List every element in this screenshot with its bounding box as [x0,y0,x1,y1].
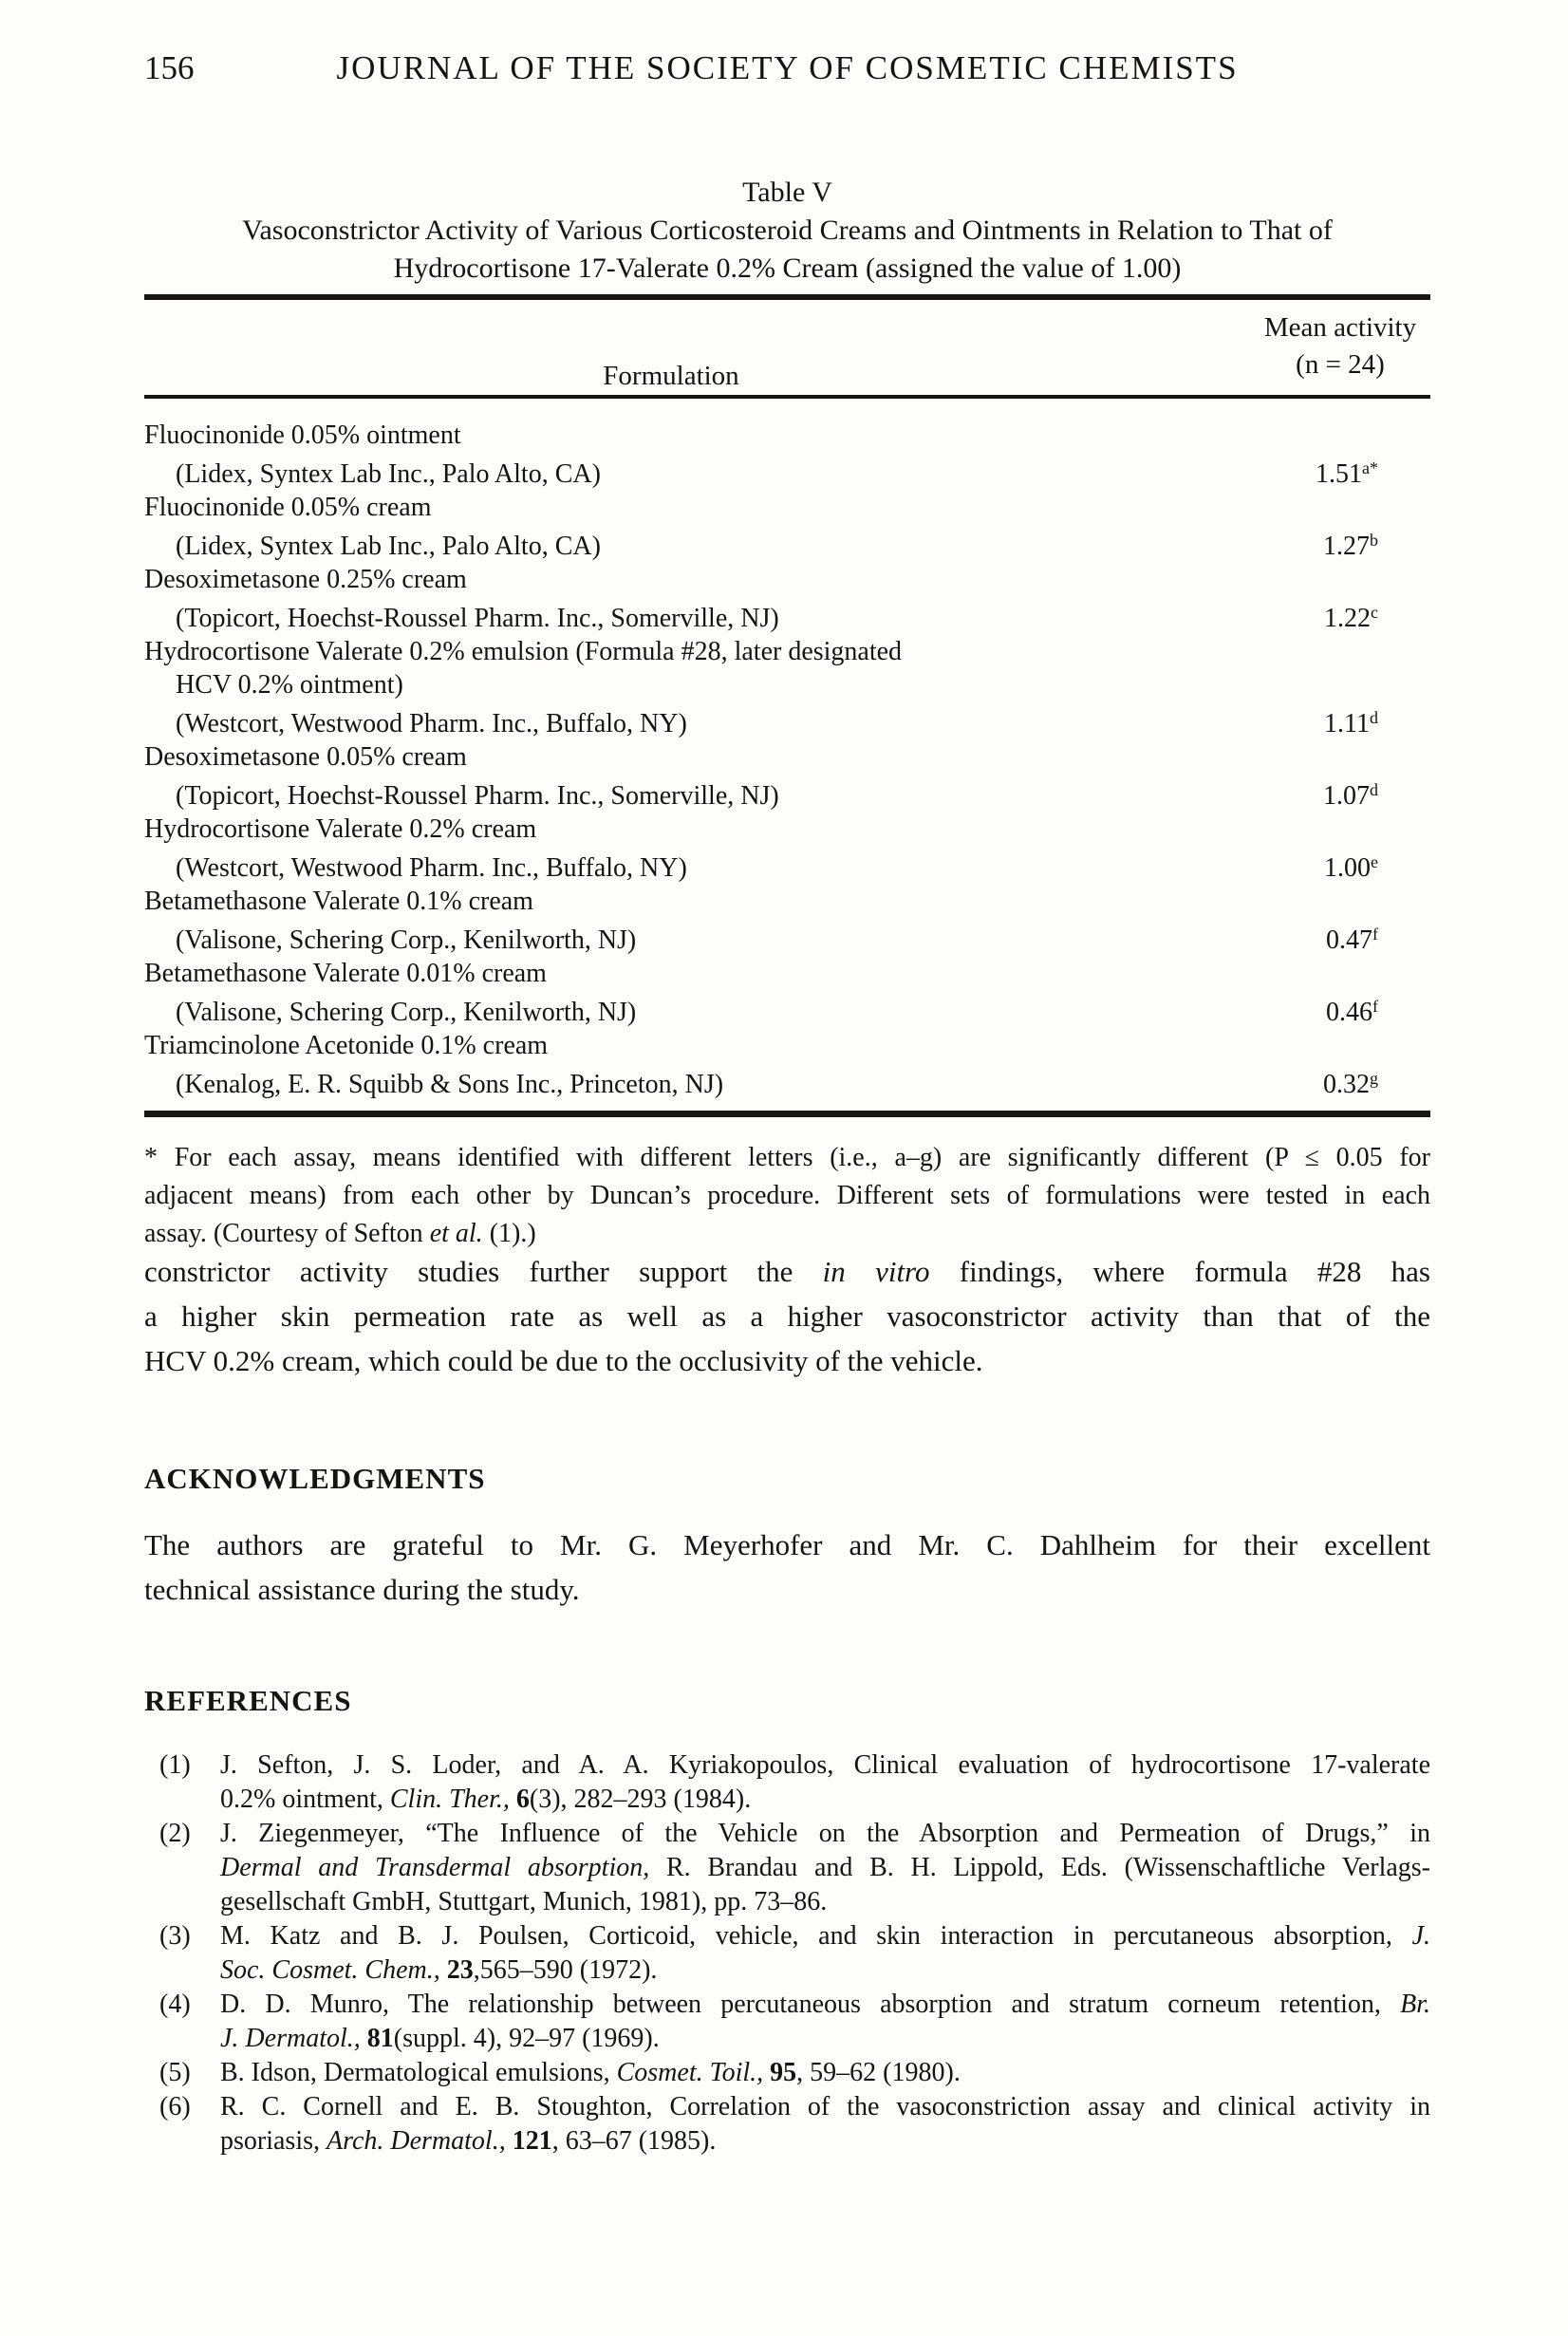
text-run: HCV 0.2% cream, which could be due to the occlusivity of the vehicle. [144,1344,983,1377]
reference-item [144,2090,1430,2158]
text-run: constrictor activity studies further support the [144,1255,823,1288]
table-row [144,885,1430,957]
activity-number: 0.32 [1323,1070,1370,1099]
activity-value [1316,452,1430,491]
text-line [144,1249,1430,1294]
table-v [144,174,1430,1253]
reference-item [144,1988,1430,2056]
activity-value [1324,846,1430,885]
text-run: R. C. Cornell and E. B. Stoughton, Correlation of the vasoconstriction assay and clinical activity in [220,2092,1430,2121]
manufacturer-line [144,774,1430,813]
reference-line [220,2090,1430,2124]
activity-value [1323,524,1430,563]
manufacturer-line [144,918,1430,957]
text-run [506,2126,513,2156]
reference-number: (4) [159,1990,191,2019]
formulation-line: Fluocinonide 0.05% ointment [144,420,461,450]
reference-item [144,1817,1430,1919]
reference-item [144,2056,1430,2090]
reference-line [220,1953,1430,1988]
reference-item [144,1919,1430,1988]
table-row [144,957,1430,1029]
activity-superscript: f [1372,925,1378,944]
manufacturer-text: (Topicort, Hoechst-Roussel Pharm. Inc., Somerville, NJ) [176,604,779,633]
manufacturer-text: (Valisone, Schering Corp., Kenilworth, NJ) [176,998,637,1027]
reference-number: (5) [159,2058,191,2087]
text-run: J. Sefton, J. S. Loder, and A. A. Kyriakopoulos, Clinical evaluation of hydrocortisone 17-valerate [220,1750,1430,1780]
formulation-line: Desoximetasone 0.25% cream [144,565,467,594]
bold-text-run: 121 [512,2126,552,2156]
acknowledgments-paragraph [144,1523,1430,1612]
reference-line [220,1988,1430,2022]
bold-text-run: 81 [366,2024,394,2053]
italic-text-run: Soc. Cosmet. Chem., [220,1955,440,1985]
formulation-line: Betamethasone Valerate 0.01% cream [144,959,547,988]
activity-number: 1.11 [1324,709,1370,738]
manufacturer-text: (Westcort, Westwood Pharm. Inc., Buffalo, NY) [176,709,687,738]
activity-number: 1.07 [1323,781,1370,811]
activity-number: 0.46 [1326,998,1372,1027]
references-heading: REFERENCES [144,1684,352,1717]
text-run: J. Ziegenmeyer, “The Influence of the Vehicle on the Absorption and Permeation of Drugs,” in [220,1819,1430,1848]
manufacturer-text: (Valisone, Schering Corp., Kenilworth, NJ) [176,925,637,955]
references-list [144,1748,1430,2158]
text-line [144,1338,1430,1383]
formulation-line: Desoximetasone 0.05% cream [144,742,467,772]
text-run [510,1785,516,1814]
activity-superscript: b [1370,531,1378,550]
manufacturer-line [144,846,1430,885]
formulation-line: Fluocinonide 0.05% cream [144,493,432,522]
table-row [144,813,1430,885]
sample-size-label: (n = 24) [1296,349,1385,380]
reference-number: (2) [159,1819,191,1848]
text-run: findings, where formula #28 has [929,1255,1430,1288]
activity-superscript: d [1370,780,1378,799]
text-line [144,1567,1430,1612]
manufacturer-line [144,990,1430,1029]
text-run: assay. (Courtesy of Sefton [144,1219,430,1248]
text-run: R. Brandau and B. H. Lippold, Eds. (Wissenschaftliche Verlags- [649,1853,1430,1882]
text-run: D. D. Munro, The relationship between percutaneous absorption and stratum corneum retention, [220,1990,1401,2019]
activity-superscript: g [1370,1069,1378,1088]
activity-value [1326,990,1430,1029]
reference-line [220,1851,1430,1885]
reference-line [220,1919,1430,1953]
italic-text-run: Cosmet. Toil., [616,2058,764,2087]
reference-text [220,2056,1430,2090]
table-header-row [144,300,1430,395]
manufacturer-text: (Topicort, Hoechst-Roussel Pharm. Inc., Somerville, NJ) [176,781,779,811]
text-line [144,1139,1430,1177]
table-caption-line-1: Vasoconstrictor Activity of Various Corticosteroid Creams and Ointments in Relation to That of [242,215,1333,246]
bold-text-run: 95 [770,2058,797,2087]
text-run: (1).) [482,1219,536,1248]
formulation-line: Hydrocortisone Valerate 0.2% cream [144,814,537,844]
manufacturer-line [144,596,1430,635]
table-body [144,399,1430,1111]
text-run: ,565–590 (1972). [473,1955,658,1985]
table-row [144,740,1430,813]
text-run: * For each assay, means identified with different letters (i.e., a–g) are significantly different (P ≤ 0.05 for [144,1143,1430,1172]
reference-text [220,1748,1430,1817]
activity-superscript: a* [1362,458,1378,477]
reference-text [220,1988,1430,2056]
activity-value [1326,918,1430,957]
body-paragraph [144,1249,1430,1383]
italic-text-run: J. [1411,1921,1430,1951]
column-header-mean-activity [1250,309,1430,383]
bold-text-run: 23 [446,1955,474,1985]
text-line [144,1215,1430,1253]
table-row [144,491,1430,563]
mean-activity-label: Mean activity [1263,312,1417,343]
activity-value [1324,596,1430,635]
activity-superscript: f [1372,997,1378,1016]
column-header-formulation: Formulation [603,361,739,391]
text-run: (3), 282–293 (1984). [529,1785,752,1814]
acknowledgments-heading: ACKNOWLEDGMENTS [144,1462,486,1495]
activity-superscript: e [1371,852,1378,871]
italic-text-run: Clin. Ther., [389,1785,510,1814]
text-run: M. Katz and B. J. Poulsen, Corticoid, vehicle, and skin interaction in percutaneous absorption, [220,1921,1412,1951]
text-run [440,1955,447,1985]
italic-text-run: et al. [429,1219,483,1248]
formulation-line: Triamcinolone Acetonide 0.1% cream [144,1031,549,1060]
reference-number: (1) [159,1750,191,1780]
activity-superscript: d [1370,708,1378,727]
manufacturer-text: (Lidex, Syntex Lab Inc., Palo Alto, CA) [176,459,601,489]
activity-value [1323,1062,1430,1101]
table-row [144,1029,1430,1101]
activity-number: 1.00 [1324,853,1371,883]
activity-number: 1.27 [1323,532,1370,561]
manufacturer-line [144,452,1430,491]
manufacturer-text: (Westcort, Westwood Pharm. Inc., Buffalo, NY) [176,853,687,883]
reference-line [220,1817,1430,1851]
table-footnote [144,1139,1430,1253]
activity-number: 0.47 [1326,925,1372,955]
reference-line [220,2022,1430,2056]
activity-superscript: c [1371,603,1378,622]
text-run: 0.2% ointment, [220,1785,390,1814]
table-row [144,563,1430,635]
reference-line [220,1783,1430,1817]
manufacturer-line [144,701,1430,740]
reference-line [220,2124,1430,2158]
text-run: technical assistance during the study. [144,1573,580,1606]
page-number: 156 [144,49,195,86]
reference-text [220,1817,1430,1919]
running-head [144,49,1430,93]
table-row [144,635,1430,740]
formulation-line: HCV 0.2% ointment) [176,670,403,700]
table-label: Table V [742,177,832,208]
formulation-line: Betamethasone Valerate 0.1% cream [144,887,533,916]
text-run: adjacent means) from each other by Duncan’s procedure. Different sets of formulations were tested in each [144,1181,1430,1210]
manufacturer-line [144,1062,1430,1101]
text-line [144,1523,1430,1567]
activity-number: 1.22 [1324,604,1371,633]
reference-line [220,1748,1430,1783]
text-run: The authors are grateful to Mr. G. Meyerhofer and Mr. C. Dahlheim for their excellent [144,1528,1430,1561]
activity-value [1324,701,1430,740]
italic-text-run: Arch. Dermatol., [327,2126,506,2156]
text-line [144,1294,1430,1338]
text-run: (suppl. 4), 92–97 (1969). [393,2024,660,2053]
reference-line [220,1885,1430,1919]
italic-text-run: Br. [1400,1990,1430,2019]
reference-number: (3) [159,1921,191,1951]
italic-text-run: Dermal and Transdermal absorption, [220,1853,650,1882]
italic-text-run: J. Dermatol., [220,2024,361,2053]
activity-number: 1.51 [1316,459,1362,489]
text-run: , 63–67 (1985). [551,2126,717,2156]
text-run: a higher skin permeation rate as well as a higher vasoconstrictor activity than that of the [144,1299,1430,1333]
text-line [144,1177,1430,1215]
text-run: gesellschaft GmbH, Stuttgart, Munich, 1981), pp. 73–86. [220,1887,828,1916]
table-bottom-rule [144,1111,1430,1117]
formulation-line: Hydrocortisone Valerate 0.2% emulsion (Formula #28, later designated [144,637,903,666]
manufacturer-line [144,524,1430,563]
table-row [144,419,1430,491]
journal-title: JOURNAL OF THE SOCIETY OF COSMETIC CHEMISTS [336,49,1239,86]
bold-text-run: 6 [515,1785,530,1814]
text-run: psoriasis, [220,2126,327,2156]
text-run: B. Idson, Dermatological emulsions, [220,2058,617,2087]
reference-number: (6) [159,2092,191,2121]
activity-value [1323,774,1430,813]
manufacturer-text: (Kenalog, E. R. Squibb & Sons Inc., Princeton, NJ) [176,1070,724,1099]
reference-text [220,1919,1430,1988]
text-run [361,2024,367,2053]
text-run: , 59–62 (1980). [796,2058,961,2087]
reference-line [220,2056,1430,2090]
italic-text-run: in vitro [822,1255,930,1288]
table-caption-line-2: Hydrocortisone 17-Valerate 0.2% Cream (assigned the value of 1.00) [393,252,1182,284]
manufacturer-text: (Lidex, Syntex Lab Inc., Palo Alto, CA) [176,532,601,561]
reference-item [144,1748,1430,1817]
reference-text [220,2090,1430,2158]
